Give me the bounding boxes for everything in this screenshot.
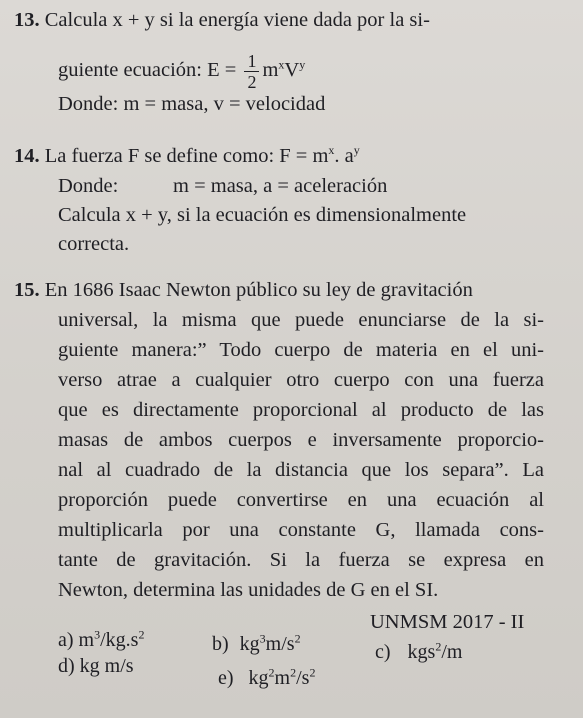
q15-text-2: guiente manera:” Todo cuerpo de materia en el uni- [58, 339, 544, 361]
q15-line-7 [58, 458, 544, 482]
q15-source [370, 610, 524, 634]
q13-line-1 [14, 8, 430, 32]
q13-v: V [284, 59, 300, 82]
option-e[interactable] [218, 666, 315, 690]
q14-line-2 [58, 174, 118, 198]
q13-line-2 [58, 52, 305, 91]
q13-text-3: Donde: m = masa, v = velocidad [58, 93, 326, 115]
q13-line-3 [58, 92, 325, 116]
option-d-label: d) [58, 655, 75, 677]
q15-line-10 [58, 548, 544, 572]
q15-line-6 [58, 428, 544, 452]
q15-text-10: Newton, determina las unidades de G en el SI. [58, 579, 439, 601]
q15-text-5: masas de ambos cuerpos e inversamente proporcio- [58, 429, 544, 451]
option-c-label: c) [375, 641, 391, 663]
option-b-label: b) [212, 633, 229, 655]
q14-line-2-value [173, 174, 387, 198]
q14-line-4 [58, 232, 129, 256]
q13-fraction-denominator: 2 [247, 72, 257, 92]
q14-line-3 [58, 203, 466, 227]
option-b[interactable] [212, 632, 301, 656]
option-a-label: a) [58, 629, 74, 651]
q15-line-9 [58, 518, 544, 542]
q14-number: 14. [14, 145, 40, 167]
option-a[interactable] [58, 628, 144, 652]
q14-text-3: Calcula x + y, si la ecuación es dimensionalmente [58, 204, 467, 226]
q14-donde-value: m = masa, a = aceleración [173, 175, 388, 197]
option-b-value: $kg^3m/s^2$ [239, 631, 301, 655]
q13-exp-y: y [299, 57, 306, 72]
q13-text-2: guiente ecuación: E = [58, 59, 237, 82]
q15-source-text: UNMSM 2017 - II [370, 611, 525, 633]
q15-line-11 [58, 578, 438, 602]
q15-text-8: multiplicarla por una constante G, llamada cons- [58, 519, 544, 541]
q15-text-9: tante de gravitación. Si la fuerza se expresa en [58, 549, 544, 571]
q13-m: m [262, 59, 279, 82]
q15-line-5 [58, 398, 544, 422]
q15-line-3 [58, 338, 544, 362]
q14-donde: Donde: [58, 175, 119, 197]
q13-text-1: Calcula x + y si la energía viene dada por la si- [44, 9, 430, 31]
q15-text-1: universal, la misma que puede enunciarse de la si- [58, 309, 544, 331]
q15-line-1 [14, 278, 473, 302]
q13-number: 13. [14, 9, 40, 31]
q15-line-2 [58, 308, 544, 332]
q15-text-7: proporción puede convertirse en una ecuación al [58, 489, 544, 511]
q13-exp-x: x [278, 57, 285, 72]
q15-number: 15. [14, 279, 40, 301]
q15-text-4: que es directamente proporcional al producto de las [58, 399, 544, 421]
option-c-value: kgs$^2$/m [407, 639, 463, 663]
option-e-value: $kg^2m^2/s^2$ [248, 665, 316, 689]
option-d[interactable] [58, 654, 134, 678]
option-d-value: kg m/s [79, 655, 134, 677]
q14-line-1 [14, 144, 360, 168]
q14-text-1: La fuerza F se define como: F = m [44, 145, 329, 167]
option-e-label: e) [218, 667, 234, 689]
option-a-value: $m^3/kg.s^2$ [78, 627, 145, 651]
q15-line-4 [58, 368, 544, 392]
q14-exp-x: x [328, 143, 335, 158]
q13-fraction [244, 52, 259, 91]
q15-text-0: En 1686 Isaac Newton público su ley de gravitación [44, 279, 473, 301]
q15-text-3: verso atrae a cualquier otro cuerpo con una fuerza [58, 369, 544, 391]
q14-exp-y: y [353, 143, 360, 158]
q15-text-6: nal al cuadrado de la distancia que los separa”. La [58, 459, 544, 481]
q14-dot-a: . a [334, 145, 354, 167]
q15-line-8 [58, 488, 544, 512]
q13-fraction-numerator: 1 [244, 52, 259, 72]
q14-text-4: correcta. [58, 233, 130, 255]
option-c[interactable] [375, 640, 462, 664]
